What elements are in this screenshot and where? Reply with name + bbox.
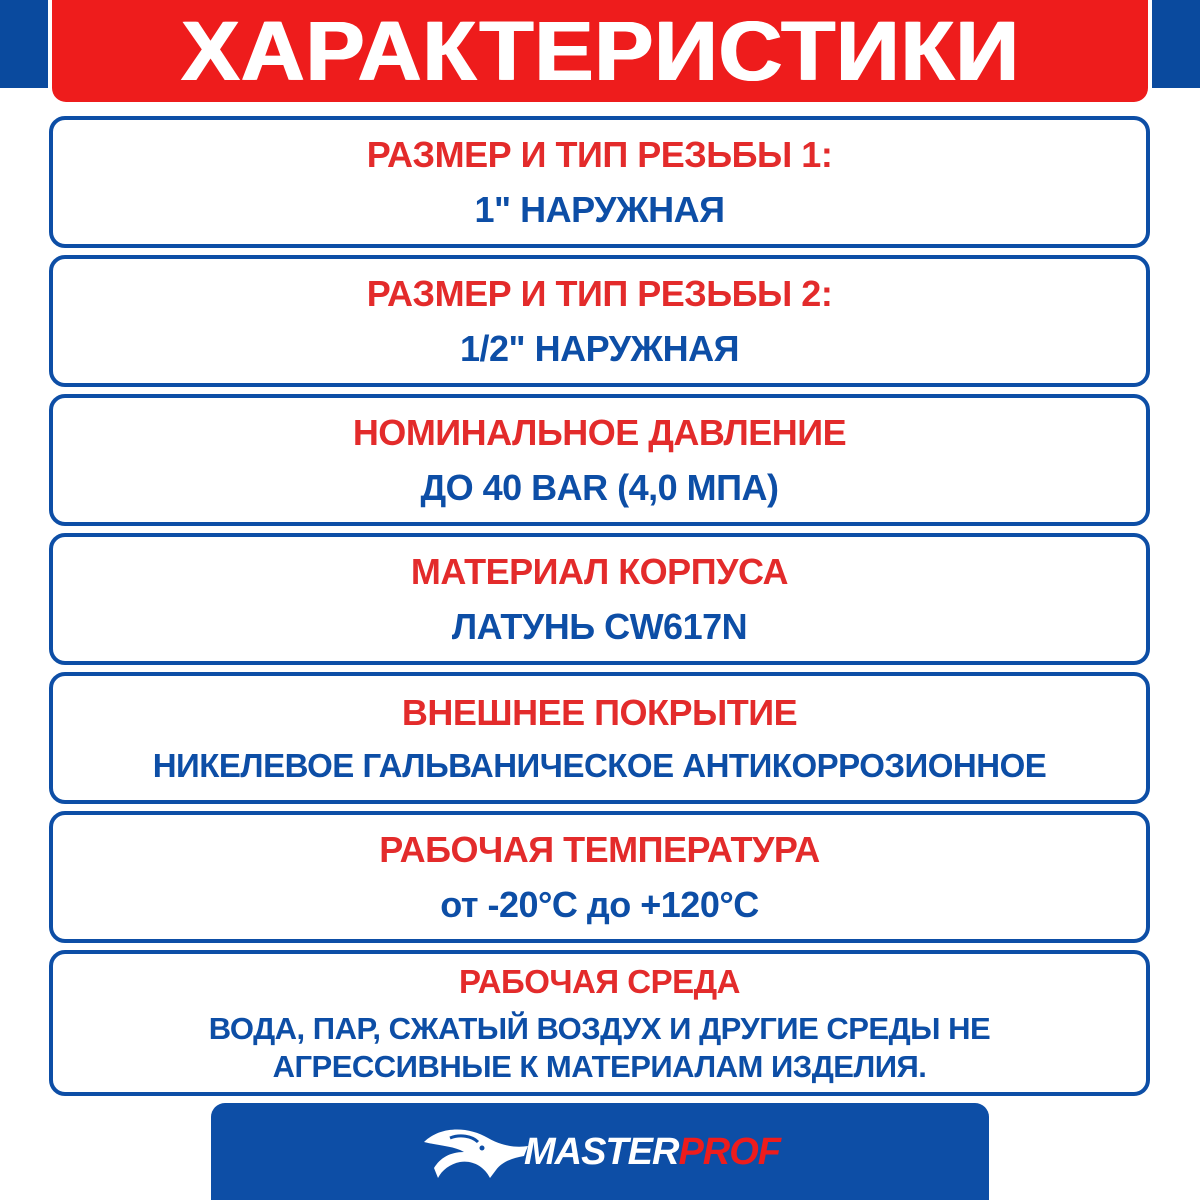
spec-value xyxy=(209,1010,990,1084)
spec-label: ВНЕШНЕЕ ПОКРЫТИЕ xyxy=(401,691,798,733)
logo-text-master: MASTER xyxy=(523,1130,679,1173)
spec-value: НИКЕЛЕВОЕ ГАЛЬВАНИЧЕСКОЕ АНТИКОРРОЗИОННОЕ xyxy=(152,746,1047,784)
spec-value: от -20°С до +120°С xyxy=(440,884,759,925)
spec-pressure xyxy=(49,394,1150,526)
header-banner xyxy=(52,0,1148,102)
left-side-bar xyxy=(0,0,48,88)
spec-coating xyxy=(49,672,1150,804)
spec-value: ЛАТУНЬ CW617N xyxy=(451,606,748,647)
spec-working-medium xyxy=(49,950,1150,1096)
brand-logo xyxy=(420,1122,780,1182)
spec-temperature xyxy=(49,811,1150,943)
spec-thread-2 xyxy=(49,255,1150,387)
specs-list xyxy=(49,116,1150,1103)
spec-label: РАЗМЕР И ТИП РЕЗЬБЫ 1: xyxy=(366,134,833,175)
spec-label: НОМИНАЛЬНОЕ ДАВЛЕНИЕ xyxy=(352,412,847,453)
spec-thread-1 xyxy=(49,116,1150,248)
spec-value-line-2: АГРЕССИВНЫЕ К МАТЕРИАЛАМ ИЗДЕЛИЯ. xyxy=(272,1048,927,1084)
spec-label: РАЗМЕР И ТИП РЕЗЬБЫ 2: xyxy=(366,273,833,314)
spec-label: РАБОЧАЯ ТЕМПЕРАТУРА xyxy=(379,829,820,870)
right-side-bar xyxy=(1152,0,1200,88)
spec-value: ДО 40 BAR (4,0 МПА) xyxy=(420,467,779,508)
spec-label: РАБОЧАЯ СРЕДА xyxy=(459,963,740,1001)
horse-head-logo-icon xyxy=(420,1122,532,1182)
spec-label: МАТЕРИАЛ КОРПУСА xyxy=(410,551,789,592)
logo-text-prof: PROF xyxy=(678,1130,780,1173)
footer-logo-bar xyxy=(211,1103,989,1200)
spec-value-line-1: ВОДА, ПАР, СЖАТЫЙ ВОЗДУХ И ДРУГИЕ СРЕДЫ НЕ xyxy=(208,1011,991,1047)
spec-body-material xyxy=(49,533,1150,665)
page-title: ХАРАКТЕРИСТИКИ xyxy=(180,4,1020,98)
spec-value: 1" НАРУЖНАЯ xyxy=(474,189,725,230)
spec-value: 1/2" НАРУЖНАЯ xyxy=(460,328,739,369)
